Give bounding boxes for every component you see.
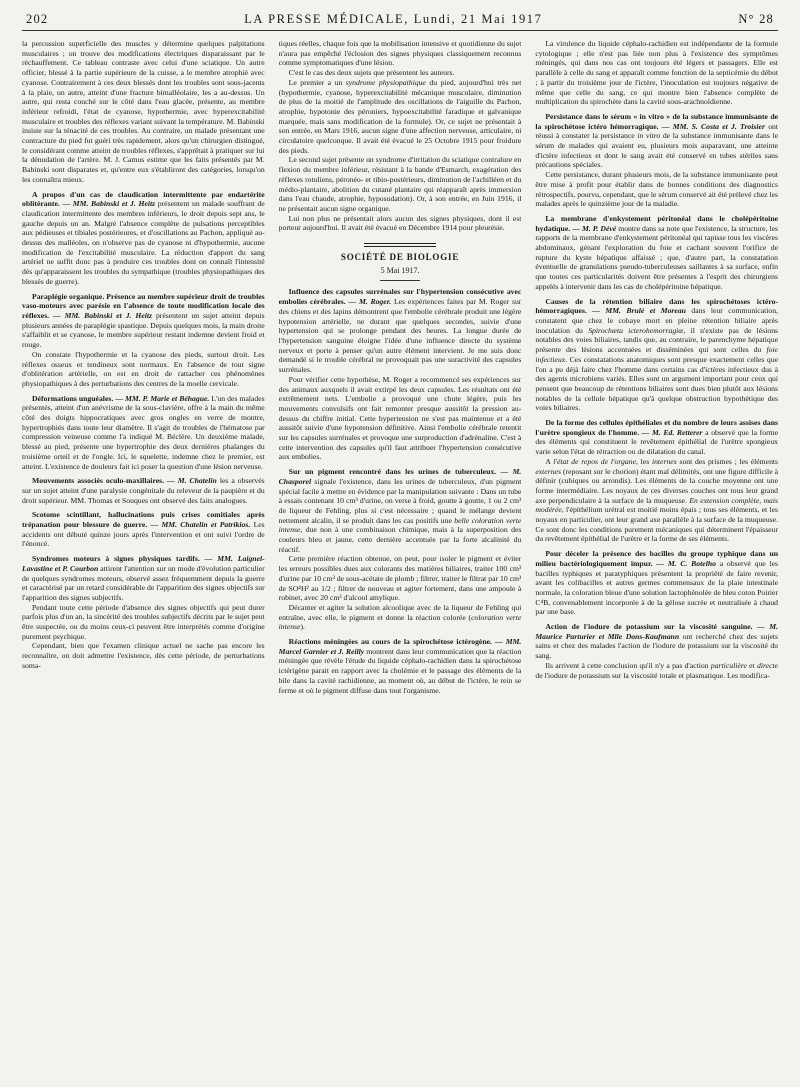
section-authors: — MM. S. Costa et J. Troisier: [661, 121, 765, 131]
issue-number: N° 28: [738, 12, 774, 26]
paragraph: [279, 78, 522, 156]
paragraph: [279, 603, 522, 632]
paragraph: C'est le cas des deux sujets que présentent les auteurs.: [288, 68, 455, 78]
society-date: 5 Mai 1917.: [380, 265, 420, 275]
text-run: . Ces constatations anatomiques sont presque exactement celles que l'on a pu déjà faire chez l'homme dans certains cas d'ictères infectieux dus à des agents microbiens variés. Elles sont un argument important pour ceux qui pensent que beaucoup de rétentions biliaires sont dues bien plutôt aux lésions notables de la cellule hépatique qu'à quelque obstruction hypothétique des voies biliaires.: [535, 354, 779, 413]
section-bacilles: [535, 549, 778, 617]
column-middle: [279, 39, 522, 1087]
section-title: Persistance dans le sérum « in vitro » de la substance immunisante de la spirochétose ictéro hémorragique.: [535, 111, 779, 131]
text-run: (reposant sur le chorion) étant mal délimités, ont une figure difficile à définir (cubiques ou arrondis). Les éléments de la couche moyenne ont une forme intermédiaire. Les noyaux de ces diverses couches ont tous leur grand axe perpendiculaire à la surface de la muqueuse.: [535, 466, 779, 505]
section-authors: — MM. Brulé et Moreau: [592, 306, 686, 316]
section-authors: — M. Roger.: [348, 297, 392, 307]
column-left: [22, 39, 265, 1087]
section-capsules: [279, 287, 522, 374]
italic-run: belle coloration verte intense: [278, 515, 522, 535]
paragraph: La virulence du liquide céphalo-rachidien est indépendante de la formule cytologique ; elle n'est pas liée non plus à l'existence des symptômes méningés, qui dans nos cas ont toujours été légers et passagers. Elle est parallèle à celle du sang et apparaît comme fonction de la septicémie du début ; à partir du troisième jour de l'ictère, l'inoculation est toujours négative de même que celle du sang, ce qui montre bien l'absence complète de multiplication du spirochète dans la cavité sous-arachnoïdienne.: [535, 39, 779, 107]
paragraph: Lui non plus ne présentait alors aucun des signes physiques, dont il est porteur aujourd'hui. Il avait été évacué en Décembre 1914 pour pleurésie.: [278, 213, 522, 233]
section-retention: [535, 297, 778, 413]
italic-run: coloration verte intense: [278, 612, 522, 632]
section-persistance: [535, 112, 778, 170]
date-rule: [380, 280, 420, 281]
paragraph: tiques réelles, chaque fois que la mobilisation intensive et quotidienne du sujet n'aura pas empêché l'éclosion des signes physiques classiquement reconnus comme symptomatiques d'une lésion.: [278, 39, 522, 68]
section-syndromes: [22, 554, 265, 603]
section-title: Déformations unguéales.: [32, 393, 114, 403]
italic-run: syndrome physiopathique: [345, 77, 426, 87]
text-run: , due non à une combinaison chimique, mais à la superposition des couleurs bleu et jaune, cette dernière accentuée par la forte alcalinité du réactif.: [278, 525, 522, 554]
paragraph: [535, 457, 778, 544]
italic-run: directe: [756, 660, 779, 670]
section-body: a observé que les bacilles typhiques et paratyphiques présentent la propriété de faire revenir, avant les colibacilles et autres germes commensaux de la plaie intestinale normale, la coloration bleue d'une solution lactophénolée de bleu coton Poirier C⁴B, convenablement incorporée à de la gélose sucrée et neutralisée à chaud par une base.: [535, 558, 779, 617]
journal-title: LA PRESSE MÉDICALE, Lundi, 21 Mai 1917: [244, 12, 543, 26]
section-title: Mouvements associés oculo-maxillaires.: [32, 476, 165, 486]
text-run: de la substance immunisante dans le sérum de malades qui avaient eu, plusieurs mois auparavant, une atteinte d'ictère infectieux et dont le sang avait été conservé en tubes stériles sans précautions spéciales.: [535, 131, 779, 170]
section-body: ont recherché chez des sujets sains et chez des malades l'action de l'iodure de potassium sur la viscosité du sang.: [535, 631, 779, 661]
section-title: Pour déceler la présence des bacilles du groupe typhique dans un milieu bactériologiquement impur.: [535, 549, 779, 568]
paragraph: Pendant toute cette période d'absence des signes objectifs qui peut durer parfois plus d'un an, la sincérité des troubles subjectifs décrits par le sujet peut être suspectée, ou du moins ceux-ci peuvent être interprétés comme d'origine purement psychique.: [22, 602, 265, 641]
section-authors: — M. Chasporel: [278, 467, 522, 486]
section-body: a observé que la forme des éléments qui constituent le revêtement épithélial de l'urètre spongieux varie selon l'état de rétraction ou de dilatation du canal.: [535, 427, 779, 457]
section-authors: — M. Ed. Retterer: [641, 427, 703, 437]
section-title: Influence des capsules surrénales sur l'hypertension consécutive avec embolies cérébrales.: [278, 287, 522, 307]
section-iodure: [535, 622, 778, 661]
text-run: du pied, aujourd'hui très net (hypothermie, cyanose, hyperexcitabilité mécanique musculaire, diminution de plus de la moitié de l'amplitude des oscillations de l'aiguille du Pachon, atrophie, hypotonie des péroniers, hypoexcitabilité faradique et galvanique marquée, mais sans modification de la formule). Or, ce sujet ne présentait à son entrée, en Mars 1916, aucun signe d'une affection nerveuse, articulaire, ni circulatoire quelconque. Il avait été évacué le 25 Octobre 1915 pour froidure des pieds.: [278, 77, 522, 155]
section-authors: — M. C. Botelho: [656, 558, 716, 568]
section-title: Sur un pigment rencontré dans les urines de tuberculeux.: [288, 467, 497, 477]
text-run: sont des prismes ; les éléments: [679, 456, 779, 466]
section-membrane: [535, 214, 778, 292]
society-heading: SOCIÉTÉ DE BIOLOGIE: [340, 252, 460, 263]
text-run: ont réussi à constater la persistance: [535, 121, 779, 141]
section-authors: — MM. Laignel-Lavastine et P. Courbon: [22, 554, 265, 573]
text-run: de l'iodure de potassium sur la viscosité totale et plasmatique. Les modifica-: [535, 670, 770, 680]
italic-run: internes: [651, 456, 677, 466]
article-columns: [22, 39, 778, 1087]
section-title: Réactions méningées au cours de la spirochétose ictérogène.: [288, 637, 492, 647]
paragraph: la percussion superficielle des muscles y détermine quelques palpitations musculaires ; on trouve des modifications électriques disparaissant par le réchauffement. Ce tableau contraste avec celui d'une sciatique. Un autre officier, blessé à la partie supérieure de la cuisse, a le membre atrophié avec cyanose. Contrairement à ces deux blessés dont les troubles sont sous-jacents à la plaie, un autre, atteint d'une fracture bimalléolaire, les a au-dessus. Un autre, qui resta couché sur le côté dans l'eau glacée, présente, au membre inférieur refroidi, l'état de cyanose, hypothermie, avec hyperexcitabilité musculaire et troubles des réflexes variant suivant la température. M. Babinski insiste sur la ténacité de ces troubles. Au contraire, un malade présentant une contracture du pied fut guéri très rapidement, alors qu'un chirurgien distingué, le considérant comme atteint de troubles réflexes, s'apprêtait à pratiquer sur lui la dénudation de l'artère. M. J. Camus estime que les faits présentés par M. Babinski sont disparates et, qu'entre eux s'établiront des catégories, lorsqu'on les connaîtra mieux.: [22, 39, 265, 184]
section-title: A propos d'un cas de claudication intermittente par endartérite oblitérante.: [22, 189, 265, 209]
italic-run: in vitro: [637, 131, 661, 141]
section-body: les a observés sur un sujet atteint d'une paralysie congénitale du releveur de la paupière et du droit supérieur. MM. Thomas et Souques ont observé des faits analogues.: [22, 476, 265, 505]
running-head: [22, 0, 778, 31]
section-reactions-meningees: [279, 637, 522, 695]
text-run: Ils arrivent à cette conclusion qu'il n'y a pas d'action: [545, 660, 709, 670]
section-body: montrent dans leur communication que la réaction méningée que révèle l'étude du liquide céphalo-rachidien dans la spirochétose ictérigène parait en rapport avec la cholémie et le passage des éléments de la bile dans la cavité rachidienne, au moment où, au début de l'ictère, le rein se ferme et où le pigment diffuse dans tout l'organisme.: [278, 646, 522, 695]
paragraph: On constate l'hypothermie et la cyanose des pieds, surtout droit. Les réflexes osseux et tendineux sont normaux. En l'absence de tout signe d'oblitération artérielle, on est en droit de rattacher ces phénomènes physiopathiques à des perturbations des centres de la moelle cervicale.: [22, 349, 265, 388]
text-run: , les: [636, 456, 650, 466]
section-authors: — MM. Babinski et J. Heitz: [53, 310, 153, 320]
paragraph: Le second sujet présente un syndrome d'irritation du sciatique contralure en flexion du membre inférieur, résistant à la bande d'Esmarch, exagération des réflexes rotuliens, péronéo- et tibio-postérieurs, diminution de l'achilléen et du médio-plantaire, abolition du cutané plantaire qui réapparaît après immersion dans l'eau chaude, atrophie, hyposudation). Or, à son entrée, en Juin 1916, il ne présentait aucun signe organique.: [278, 155, 522, 213]
paragraph: Cette première réaction obtenue, on peut, pour isoler le pigment et éviter les erreurs possibles dues aux colorants des matières biliaires, traiter 100 cm³ d'urine par 10 cm³ de sous-acétate de plomb ; filtrer, traiter le filtrat par 10 cm³ de SO⁴H² au 1/2 ; filtrer de nouveau et agiter fortement, dans une ampoule à robinet, avec 20 cm³ d'alcool amylique.: [278, 554, 522, 603]
section-paraplegie: [22, 292, 265, 350]
section-authors: — M. Chatelin: [167, 476, 217, 486]
italic-run: particulière: [710, 660, 747, 670]
section-body: L'un des malades présentés, atteint d'un anévrisme de la sous-clavière, offre à la main du même côté des doigts hippocratiques avec gros ongles en verre de montre, hypertrophiés dans toute leur diamètre. Il s'agit de troubles de l'hématose par compression veineuse comme l'a indiqué M. Béclère. Un deuxième malade, blessé au pied, présente une hypertrophie des deux dernières phalanges du troisième orteil et de l'ongle. Ici, le squelette, indemne chez le premier, est atteint. L'existence de douleurs fait ici poser la question d'une lésion nerveuse.: [22, 393, 265, 471]
paragraph: Cependant, bien que l'examen clinique actuel ne sache pas encore les reconnaître, on doit admettre l'existence, dès cette période, de perturbations soma-: [22, 641, 265, 670]
text-run: Décanter et agiter la solution alcoolique avec de la liqueur de Fehling qui entraîne, avec elle, le pigment et donne la réaction colorée (: [278, 602, 522, 622]
section-body: attirent l'attention sur un mode d'évolution particulier de quelques syndromes moteurs, observé assez fréquemment depuis la guerre et caractérisé par un retard considérable de l'apparition des signes objectifs sur l'apparition des signes subjectifs.: [22, 563, 265, 602]
section-cellules: [535, 418, 778, 457]
section-authors: — MM. Marcel Garnier et J. Reilly: [278, 637, 522, 656]
section-title: Scotome scintillant, hallucinations puis crises comitiales après trépanation pour blessure de guerre.: [22, 510, 265, 530]
section-claudication: [22, 190, 265, 287]
italic-run: En extension complète, mais modérée: [535, 495, 779, 515]
italic-run: foie infectieux: [535, 345, 779, 364]
text-run: A: [545, 456, 551, 466]
text-run: , l'épithélium urétral est moitié moins épais ; tous ses éléments, et les noyaux en particulier, ont leur grand axe parallèle à la surface de la muqueuse. Ce sont donc les conditions purement mécaniques qui déterminent l'épaisseur du revêtement épithélial de l'urètre et la forme de ses éléments.: [535, 505, 779, 544]
section-title: Syndromes moteurs à signes physiques tardifs.: [32, 554, 200, 564]
italic-run: externes: [535, 466, 561, 476]
section-title: La membrane d'enkystement péritonéal dans le cholépéritoine hydatique.: [535, 213, 779, 233]
section-pigment: [279, 467, 522, 554]
section-divider: [364, 243, 436, 247]
section-body: Les expériences faites par M. Roger sur des chiens et des lapins démontrent que l'embolie cérébrale produit une légère hypotension artérielle, ne durant que quelques secondes, suivie d'une hypertension qui se prolonge pendant des heures. La longue durée de l'hypertension sanguine éloigne l'idée d'une influence directe du système nerveux et porte à penser qu'un autre élément intervient. Je me suis donc demandé si le trouble cérébral ne provoquait pas une suractivité des capsules surrénales.: [278, 297, 522, 375]
page-number: 202: [26, 12, 49, 26]
section-authors: — M. Maurice Parturier et Mlle Dons-Kaufmann: [535, 622, 779, 641]
section-authors: — MM. Chatelin et Patrikios.: [150, 520, 251, 530]
section-body: signale l'existence, dans les urines de tuberculeux, d'un pigment spécial facile à mettre en évidence par la manipulation suivante : Dans un tube à essais contenant 10 cm³ d'urine, on verse à froid, goutte à goutte, 1 ou 2 cm³ de liqueur de Fehling, plus si c'est nécessaire ; quand le mélange devient nettement alcalin, il se produit dans les cas positifs une: [278, 476, 522, 525]
section-title: Paraplégie organique. Présence au membre supérieur droit de troubles vaso-moteurs avec parésie en l'absence de toute modification locale des réflexes.: [22, 291, 265, 320]
italic-run: l'état de repos de l'organe: [553, 456, 637, 466]
paragraph: [535, 661, 778, 680]
italic-run: Spirochæta icterohemorragiæ: [588, 325, 684, 335]
section-authors: — MM. P. Marie et Béhague.: [115, 393, 210, 403]
section-authors: — MM. Babinski et J. Heitz: [62, 199, 156, 209]
section-mouvements: [22, 476, 265, 505]
text-run: dans leur communication, constatent que chez le cobaye mort en pleine rétention biliaire après inoculation du: [535, 306, 779, 335]
section-title: De la forme des cellules épithéliales et du nombre de leurs assises dans l'urètre spongieux de l'homme.: [535, 418, 779, 437]
text-run: ).: [300, 622, 305, 632]
section-body: Les accidents ont débuté quinze jours après l'intervention et ont suivi l'ordre de l'énoncé.: [22, 520, 265, 549]
section-body: montre dans sa note que l'existence, la structure, les rapports de la membrane d'enkystement péritonéal qui tapisse tous les viscères abdominaux, génant l'exploration du foie et cachant souvent l'orifice de rupture du kyste hépatique affaissé ; que, d'autre part, la constatation éventuelle de granulations pseudo-tuberculeuses saillantes à sa surface, enfin que toutes ces particularités doivent être présentes à l'esprit des chirurgiens appelés à intervenir dans les cas de cholépéritoine hépatique.: [535, 223, 779, 291]
text-run: Le premier a un: [288, 77, 343, 87]
section-scotome: [22, 510, 265, 549]
section-deformations: [22, 394, 265, 472]
section-authors: — M. P. Dévé: [572, 223, 617, 233]
paragraph: Pour vérifier cette hypothèse, M. Roger a recommencé ses expériences sur des animaux auxquels il avait extirpé les deux capsules. Les résultats ont été extrêmement nets. L'embolie a provoqué une chute légère, puis les mouvements convulsifs ont fait remonter presque aussitôt la pression au-dessus du chiffre initial. Cette hypertension ne s'est pas maintenue et a été aussitôt suivie d'une hypotension définitive. Ainsi l'embolie cérébrale retentit sur les capsules surrénales et provoque une surproduction d'adrénaline. C'est à cette intervention des capsules qu'il faut attribuer l'hypertension consécutive aux embolies.: [278, 374, 522, 462]
text-run: , il n'existe pas de lésions notables des voies biliaires, tandis que, au contraire, le parenchyme hépatique présente des lésions accentuées et disséminées qui sont celles du: [535, 325, 779, 355]
section-title: Action de l'iodure de potassium sur la viscosité sanguine.: [545, 622, 753, 632]
section-body: présentent un sujet atteint depuis plusieurs années de paraplégie spastique. Depuis quelques mois, la main droite s'affaiblit et se cyanose, le membre supérieur restant indemne devient froid et rouge.: [22, 310, 265, 350]
paragraph: Cette persistance, durant plusieurs mois, de la substance immunisante peut être mise à profit pour établir dans de bonnes conditions des diagnostics rétrospectifs, pourvu, cependant, que le sérum conservé ait été prélevé chez les malades après le quinzième jour de la maladie.: [535, 170, 779, 209]
section-body: présentent un malade souffrant de claudication intermittente des membres inférieurs, le droit depuis sept ans, le gauche depuis un an. Malgré l'absence complète de pulsations perceptibles aux pédieuses et tibiales postérieures, et d'oscillations au Pachon, appliqué au-dessus des malléoles, on n'observe pas de cyanose ni d'hypothermie, aucune modification de l'excitabilité musculaire. La réduction d'apport du sang artériel ne suffit donc pas à produire ces troubles dont on connaît l'intensité dès qu'apparaissent les troubles du sympathique (troubles physiopathiques des blessés de guerre).: [22, 199, 265, 286]
column-right: [535, 39, 778, 1087]
text-run: et: [749, 660, 755, 670]
section-title: Causes de la rétention biliaire dans les spirochétoses ictéro-hémorragiques.: [535, 296, 779, 316]
